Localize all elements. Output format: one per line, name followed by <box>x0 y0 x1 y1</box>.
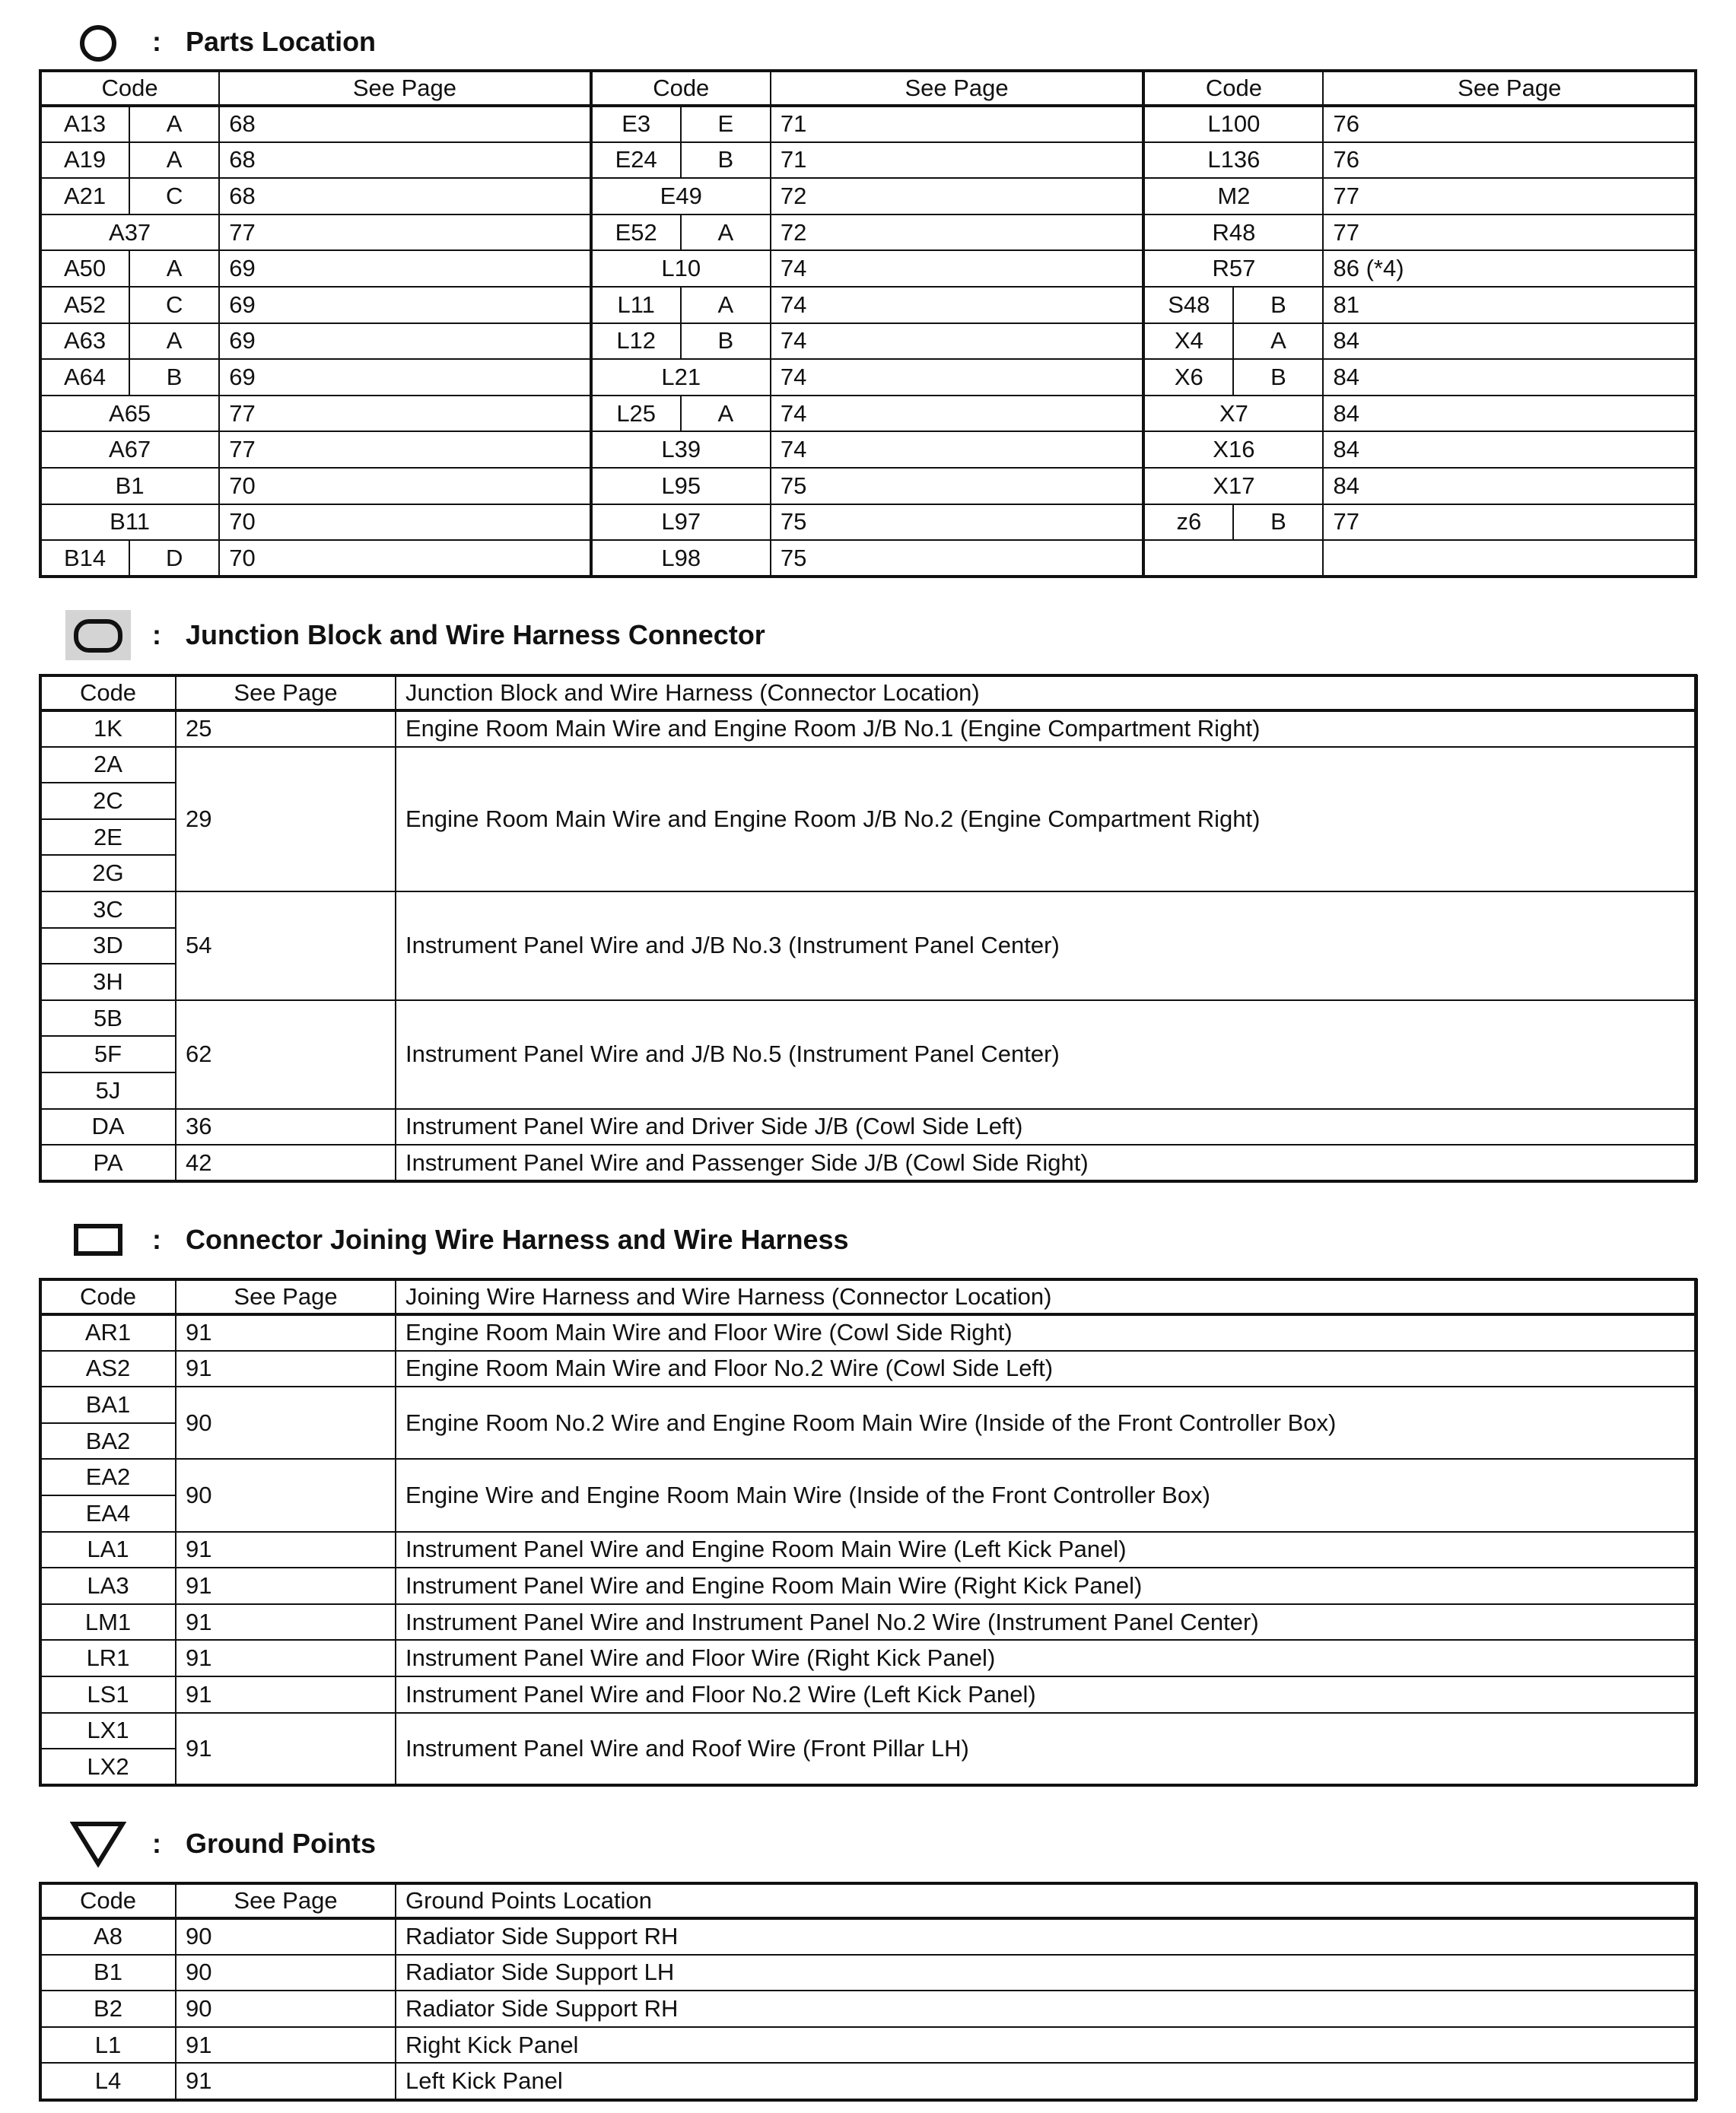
part-code: R57 <box>1143 250 1323 287</box>
see-page-value: 70 <box>219 468 590 504</box>
see-page-value: 86 (*4) <box>1323 250 1696 287</box>
table-row <box>40 431 1696 468</box>
table-row <box>40 1713 1697 1749</box>
connector-sub-code: E <box>681 106 771 142</box>
location-description: Engine Room Main Wire and Engine Room J/B No.2 (Engine Compartment Right) <box>396 747 1697 891</box>
col-header-code: Code <box>40 675 176 710</box>
table-row <box>40 710 1697 747</box>
heading-colon: : <box>152 1828 161 1859</box>
see-page-value: 69 <box>219 323 590 360</box>
part-code: A19 <box>40 142 129 179</box>
see-page-value: 77 <box>219 396 590 432</box>
code-cell: BA2 <box>40 1423 176 1460</box>
section-title: Junction Block and Wire Harness Connector <box>186 619 765 650</box>
see-page-value: 42 <box>176 1145 396 1181</box>
ground-table <box>40 1883 1698 2100</box>
location-description: Instrument Panel Wire and Driver Side J/B (Cowl Side Left) <box>396 1109 1697 1145</box>
table-row <box>40 1640 1697 1676</box>
code-cell: LM1 <box>40 1604 176 1641</box>
part-code: X4 <box>1143 323 1233 360</box>
see-page-value: 71 <box>771 142 1143 179</box>
code-cell: 5F <box>40 1036 176 1072</box>
part-code: X17 <box>1143 468 1323 504</box>
see-page-value: 71 <box>771 106 1143 142</box>
part-code <box>1143 540 1323 577</box>
part-code: L100 <box>1143 106 1323 142</box>
see-page-value: 75 <box>771 468 1143 504</box>
code-cell: L1 <box>40 2027 176 2064</box>
see-page-value: 77 <box>219 214 590 251</box>
connector-sub-code: C <box>129 178 219 214</box>
see-page-value: 91 <box>176 1351 396 1387</box>
see-page-value: 68 <box>219 106 590 142</box>
see-page-value: 84 <box>1323 468 1696 504</box>
part-code: S48 <box>1143 287 1233 323</box>
see-page-value: 90 <box>176 1459 396 1531</box>
part-code: L12 <box>591 323 681 360</box>
connector-sub-code: A <box>129 106 219 142</box>
part-code: A65 <box>40 396 219 432</box>
col-header-location: Ground Points Location <box>396 1883 1697 1918</box>
see-page-value: 69 <box>219 359 590 396</box>
table-row <box>40 1991 1697 2027</box>
part-code: B1 <box>40 468 219 504</box>
see-page-value: 90 <box>176 1991 396 2027</box>
see-page-value: 84 <box>1323 396 1696 432</box>
see-page-value: 75 <box>771 540 1143 577</box>
col-header-code: Code <box>40 71 219 106</box>
location-description: Instrument Panel Wire and J/B No.5 (Instrument Panel Center) <box>396 1000 1697 1109</box>
connector-sub-code: B <box>681 323 771 360</box>
table-row <box>40 1459 1697 1495</box>
part-code: R48 <box>1143 214 1323 251</box>
col-header-see-page: See Page <box>219 71 590 106</box>
code-cell: LA3 <box>40 1568 176 1604</box>
col-header-code: Code <box>40 1883 176 1918</box>
table-row <box>40 747 1697 783</box>
junction-heading <box>65 610 765 660</box>
see-page-value: 77 <box>1323 504 1696 541</box>
table-row <box>40 2027 1697 2064</box>
part-code: A50 <box>40 250 129 287</box>
code-cell: 3C <box>40 891 176 928</box>
table-row <box>40 1351 1697 1387</box>
code-cell: 5B <box>40 1000 176 1037</box>
col-header-see-page: See Page <box>1323 71 1696 106</box>
see-page-value: 74 <box>771 250 1143 287</box>
see-page-value: 75 <box>771 504 1143 541</box>
col-header-code: Code <box>40 1279 176 1314</box>
part-code: L25 <box>591 396 681 432</box>
see-page-value: 74 <box>771 396 1143 432</box>
see-page-value: 90 <box>176 1387 396 1459</box>
see-page-value: 91 <box>176 1713 396 1785</box>
see-page-value: 91 <box>176 1314 396 1351</box>
connector-sub-code: A <box>681 396 771 432</box>
connector-sub-code: A <box>129 250 219 287</box>
table-row <box>40 142 1696 179</box>
code-cell: A8 <box>40 1918 176 1955</box>
see-page-value: 90 <box>176 1955 396 1991</box>
ground-heading <box>65 1819 376 1869</box>
location-description: Radiator Side Support RH <box>396 1918 1697 1955</box>
see-page-value: 72 <box>771 214 1143 251</box>
col-header-see-page: See Page <box>771 71 1143 106</box>
see-page-value: 91 <box>176 2063 396 2099</box>
part-code: L11 <box>591 287 681 323</box>
table-row <box>40 1314 1697 1351</box>
code-cell: 5J <box>40 1072 176 1109</box>
part-code: E3 <box>591 106 681 142</box>
col-header-code: Code <box>591 71 771 106</box>
part-code: B14 <box>40 540 129 577</box>
code-cell: 2C <box>40 783 176 819</box>
location-description: Instrument Panel Wire and Roof Wire (Front Pillar LH) <box>396 1713 1697 1785</box>
table-row <box>40 1109 1697 1145</box>
junction-table <box>40 675 1698 1182</box>
code-cell: 1K <box>40 710 176 747</box>
see-page-value: 84 <box>1323 323 1696 360</box>
part-code: B11 <box>40 504 219 541</box>
part-code: A37 <box>40 214 219 251</box>
connector-sub-code: A <box>1233 323 1323 360</box>
part-code: L98 <box>591 540 771 577</box>
section-title: Connector Joining Wire Harness and Wire Harness <box>186 1224 849 1255</box>
see-page-value: 91 <box>176 1640 396 1676</box>
parts-location-table <box>40 70 1696 577</box>
part-code: X6 <box>1143 359 1233 396</box>
table-row <box>40 1568 1697 1604</box>
code-cell: 2G <box>40 855 176 891</box>
rounded-rectangle-icon <box>65 610 131 660</box>
location-description: Instrument Panel Wire and Passenger Side J/B (Cowl Side Right) <box>396 1145 1697 1181</box>
part-code: E24 <box>591 142 681 179</box>
table-row <box>40 1918 1697 1955</box>
see-page-value: 36 <box>176 1109 396 1145</box>
location-description: Radiator Side Support RH <box>396 1991 1697 2027</box>
part-code: L21 <box>591 359 771 396</box>
part-code: L39 <box>591 431 771 468</box>
connector-sub-code: B <box>681 142 771 179</box>
see-page-value: 81 <box>1323 287 1696 323</box>
code-cell: B2 <box>40 1991 176 2027</box>
location-description: Instrument Panel Wire and J/B No.3 (Instrument Panel Center) <box>396 891 1697 1000</box>
see-page-value: 70 <box>219 540 590 577</box>
see-page-value: 91 <box>176 1604 396 1641</box>
connector-sub-code: A <box>681 214 771 251</box>
joining-heading <box>65 1215 849 1265</box>
code-cell: LR1 <box>40 1640 176 1676</box>
see-page-value: 91 <box>176 2027 396 2064</box>
see-page-value: 72 <box>771 178 1143 214</box>
connector-sub-code: B <box>1233 359 1323 396</box>
table-row <box>40 287 1696 323</box>
connector-sub-code: B <box>129 359 219 396</box>
table-row <box>40 1387 1697 1423</box>
location-description: Engine Wire and Engine Room Main Wire (Inside of the Front Controller Box) <box>396 1459 1697 1531</box>
location-description: Engine Room No.2 Wire and Engine Room Main Wire (Inside of the Front Controller Box) <box>396 1387 1697 1459</box>
location-description: Left Kick Panel <box>396 2063 1697 2099</box>
location-description: Instrument Panel Wire and Engine Room Main Wire (Right Kick Panel) <box>396 1568 1697 1604</box>
location-description: Engine Room Main Wire and Engine Room J/B No.1 (Engine Compartment Right) <box>396 710 1697 747</box>
see-page-value: 70 <box>219 504 590 541</box>
see-page-value: 84 <box>1323 431 1696 468</box>
part-code: A52 <box>40 287 129 323</box>
col-header-location: Junction Block and Wire Harness (Connector Location) <box>396 675 1697 710</box>
location-description: Instrument Panel Wire and Engine Room Main Wire (Left Kick Panel) <box>396 1532 1697 1568</box>
part-code: A67 <box>40 431 219 468</box>
see-page-value <box>1323 540 1696 577</box>
table-row <box>40 891 1697 928</box>
heading-colon: : <box>152 26 161 57</box>
table-row <box>40 106 1696 142</box>
connector-sub-code: B <box>1233 287 1323 323</box>
location-description: Engine Room Main Wire and Floor No.2 Wire (Cowl Side Left) <box>396 1351 1697 1387</box>
code-cell: B1 <box>40 1955 176 1991</box>
part-code: A63 <box>40 323 129 360</box>
circle-icon <box>65 17 131 67</box>
location-description: Engine Room Main Wire and Floor Wire (Cowl Side Right) <box>396 1314 1697 1351</box>
see-page-value: 69 <box>219 250 590 287</box>
connector-sub-code: B <box>1233 504 1323 541</box>
triangle-icon <box>65 1819 131 1869</box>
location-description: Right Kick Panel <box>396 2027 1697 2064</box>
see-page-value: 91 <box>176 1676 396 1713</box>
see-page-value: 74 <box>771 431 1143 468</box>
see-page-value: 77 <box>1323 178 1696 214</box>
location-description: Instrument Panel Wire and Floor Wire (Right Kick Panel) <box>396 1640 1697 1676</box>
see-page-value: 77 <box>219 431 590 468</box>
location-description: Instrument Panel Wire and Floor No.2 Wire (Left Kick Panel) <box>396 1676 1697 1713</box>
col-header-code: Code <box>1143 71 1323 106</box>
connector-sub-code: C <box>129 287 219 323</box>
see-page-value: 90 <box>176 1918 396 1955</box>
joining-table <box>40 1279 1698 1786</box>
table-row <box>40 1955 1697 1991</box>
see-page-value: 76 <box>1323 106 1696 142</box>
code-cell: 2A <box>40 747 176 783</box>
connector-sub-code: A <box>681 287 771 323</box>
see-page-value: 54 <box>176 891 396 1000</box>
table-row <box>40 1676 1697 1713</box>
table-row <box>40 2063 1697 2099</box>
code-cell: 3D <box>40 928 176 964</box>
heading-colon: : <box>152 1224 161 1255</box>
code-cell: 2E <box>40 819 176 856</box>
code-cell: L4 <box>40 2063 176 2099</box>
code-cell: DA <box>40 1109 176 1145</box>
table-row <box>40 540 1696 577</box>
see-page-value: 74 <box>771 359 1143 396</box>
part-code: L10 <box>591 250 771 287</box>
see-page-value: 25 <box>176 710 396 747</box>
table-row <box>40 214 1696 251</box>
table-row <box>40 1532 1697 1568</box>
code-cell: EA2 <box>40 1459 176 1495</box>
part-code: A64 <box>40 359 129 396</box>
see-page-value: 69 <box>219 287 590 323</box>
rectangle-icon <box>65 1215 131 1265</box>
section-title: Ground Points <box>186 1828 376 1859</box>
part-code: L95 <box>591 468 771 504</box>
table-row <box>40 468 1696 504</box>
col-header-see-page: See Page <box>176 675 396 710</box>
see-page-value: 84 <box>1323 359 1696 396</box>
see-page-value: 29 <box>176 747 396 891</box>
col-header-see-page: See Page <box>176 1279 396 1314</box>
see-page-value: 74 <box>771 287 1143 323</box>
see-page-value: 68 <box>219 178 590 214</box>
part-code: X7 <box>1143 396 1323 432</box>
part-code: E52 <box>591 214 681 251</box>
table-row <box>40 250 1696 287</box>
section-title: Parts Location <box>186 26 377 57</box>
see-page-value: 74 <box>771 323 1143 360</box>
col-header-location: Joining Wire Harness and Wire Harness (Connector Location) <box>396 1279 1697 1314</box>
table-row <box>40 1604 1697 1641</box>
connector-sub-code: D <box>129 540 219 577</box>
see-page-value: 76 <box>1323 142 1696 179</box>
connector-sub-code: A <box>129 323 219 360</box>
code-cell: LX1 <box>40 1713 176 1749</box>
table-row <box>40 323 1696 360</box>
col-header-see-page: See Page <box>176 1883 396 1918</box>
table-row <box>40 178 1696 214</box>
table-row <box>40 1145 1697 1181</box>
location-description: Radiator Side Support LH <box>396 1955 1697 1991</box>
code-cell: AR1 <box>40 1314 176 1351</box>
code-cell: 3H <box>40 964 176 1000</box>
part-code: z6 <box>1143 504 1233 541</box>
table-row <box>40 504 1696 541</box>
code-cell: AS2 <box>40 1351 176 1387</box>
code-cell: EA4 <box>40 1495 176 1532</box>
see-page-value: 91 <box>176 1532 396 1568</box>
part-code: M2 <box>1143 178 1323 214</box>
heading-colon: : <box>152 619 161 650</box>
table-row <box>40 1000 1697 1037</box>
part-code: A13 <box>40 106 129 142</box>
see-page-value: 68 <box>219 142 590 179</box>
table-row <box>40 396 1696 432</box>
connector-sub-code: A <box>129 142 219 179</box>
part-code: E49 <box>591 178 771 214</box>
code-cell: BA1 <box>40 1387 176 1423</box>
code-cell: LX2 <box>40 1749 176 1785</box>
part-code: X16 <box>1143 431 1323 468</box>
see-page-value: 91 <box>176 1568 396 1604</box>
see-page-value: 62 <box>176 1000 396 1109</box>
table-row <box>40 359 1696 396</box>
code-cell: PA <box>40 1145 176 1181</box>
location-description: Instrument Panel Wire and Instrument Panel No.2 Wire (Instrument Panel Center) <box>396 1604 1697 1641</box>
parts-location-heading <box>65 17 376 67</box>
part-code: A21 <box>40 178 129 214</box>
code-cell: LS1 <box>40 1676 176 1713</box>
code-cell: LA1 <box>40 1532 176 1568</box>
part-code: L97 <box>591 504 771 541</box>
see-page-value: 77 <box>1323 214 1696 251</box>
part-code: L136 <box>1143 142 1323 179</box>
